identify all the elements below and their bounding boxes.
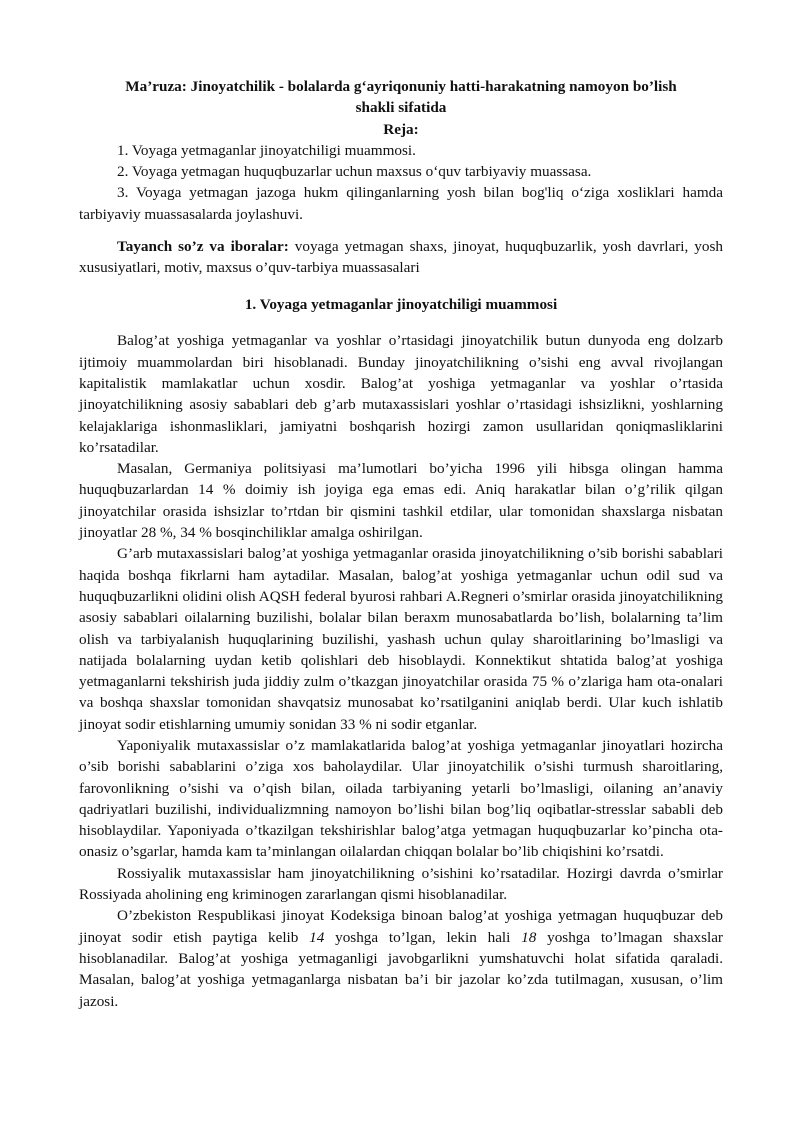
plan-item: 1. Voyaga yetmaganlar jinoyatchiligi muammosi. (117, 141, 416, 159)
plan-heading: Reja: (383, 120, 419, 138)
body-paragraph: Rossiyalik mutaxassislar ham jinoyatchilikning o’sishini ko’rsatadilar. Hozirgi davrda o’smirlar Rossiyada aholining eng kriminogen zararlangan qismi hisoblanadilar. (79, 864, 723, 904)
plan-list (79, 140, 723, 225)
lecture-title-line-2: shakli sifatida (355, 99, 447, 117)
body-paragraph: Balog’at yoshiga yetmaganlar va yoshlar o’rtasidagi jinoyatchilik butun dunyoda eng dolzarb ijtimoiy muammolardan biri hisoblanadi. Bunday jinoyatchilikning o’sishi eng avval rivojlangan kapitalistik mamlakatlar uchun xosdir. Balog’at yoshiga yetmaganlar va yoshlar o’rtasida jinoyatchilikning asosiy sabablari deb g’arb mutaxassislari yoshlar o’rtasidagi ishsizlikni, yoshlarning kelajaklariga ishonmasliklari, jamiyatni boshqarish hozirgi zamon usullaridan qoniqmasliklarini ko’rsatadilar. (79, 332, 723, 456)
lecture-title (79, 76, 723, 119)
body-paragraph: Yaponiyalik mutaxassislar o’z mamlakatlarida balog’at yoshiga yetmaganlar jinoyatlari hozircha o’sib borishi sabablarini o’ziga xos baholaydilar. Ular jinoyatchilik o’sishi turmush sharoitlaring, farovonlikning o’sishi va o’qish bilan, oilada tarbiyaning yetarli bo’lmasligi, oilaning an’anaviy qadriyatlari buzilishi, individualizmning namoyon bo’lishi bilan bog’liq oqibatlar-stresslar sababli deb hisoblaydilar. Yaponiyada o’tkazilgan tekshirishlar balog’atga yetmagan huquqbuzarlar ko’pincha ota-onasiz o’sgarlar, hamda kam ta’minlangan oilalardan chiqqan bolalar bo’lib chiqishini ko’rsatdi. (79, 736, 723, 861)
lecture-title-line-1: Ma’ruza: Jinoyatchilik - bolalarda g‘ayriqonuniy hatti-harakatning namoyon bo’lish (125, 78, 677, 95)
paragraph-text: O’zbekiston Respublikasi jinoyat Kodeksiga binoan balog’at yoshiga yetmagan huquqbuzar deb jinoyat sodir etish paytiga kelib (79, 907, 723, 946)
plan-item: 3. Voyaga yetmagan jazoga hukm qilinganlarning yosh bilan bog'liq o‘ziga xosliklari hamda tarbiyaviy muassasalarda joylashuvi. (79, 184, 723, 223)
body-paragraph: Masalan, Germaniya politsiyasi ma’lumotlari bo’yicha 1996 yili hibsga olingan hamma huquqbuzarlardan 14 % doimiy ish joyiga ega emas edi. Aniq harakatlar bilan o’g’rilik qilgan jinoyatchilar orasida ishsizlar to’rtdan bir qismini tashkil etdilar, ular tomonidan shaxslarga nisbatan jinoyatlar 28 %, 34 % bosqinchiliklar amalga oshirilgan. (79, 460, 723, 542)
body-paragraph (79, 905, 723, 1011)
keywords-label: Tayanch so’z va iboralar: (117, 238, 289, 256)
paragraph-text: yoshga to’lgan, lekin hali (324, 928, 522, 946)
paragraph-text: yoshga to’lmagan shaxslar hisoblanadilar. Balog’at yoshiga yetmaganligi javobgarlikni yumshatuvchi holat sifatida qaraladi. Masalan, balog’at yoshiga yetmaganlarga nisbatan ba’i bir jazolar ko’zda tutilmagan, xususan, o’lim jazosi. (79, 928, 723, 1010)
section-title: 1. Voyaga yetmaganlar jinoyatchiligi muammosi (244, 295, 558, 313)
body-paragraph: G’arb mutaxassislari balog’at yoshiga yetmaganlar orasida jinoyatchilikning o’sib borishi sabablari haqida boshqa fikrlarni ham aytadilar. Masalan, balog’at yoshiga yetmaganlar uchun odil sud va huquqbuzarlikni olidini olish AQSH federal byurosi rahbari A.Regneri o’smirlar orasida jinoyatchilikning asosiy sabablari oilalarning buzilishi, bolalar bilan beraxm munosabatlarda bo’lish, bolalarning ta’lim olish va tarbiyalanish huquqlarining buzilishi, yashash uchun qulay sharoitlarining bo’lmasligi va natijada bolalarning uydan ketib qolishlari deb hisoblaydi. Konnektikut shtatida balog’at yoshiga yetmaganlarni tekshirish juda jiddiy zulm o’tkazgan jinoyatchilar orasida 75 % o’zlariga ham ota-onalari va boshqa shaxslar tomonidan shavqatsiz munosabat ko’rsatilganini aniqlab berdi. Ular kuch ishlatib jinoyat sodir etishlarning umumiy sonidan 33 % ni sodir etganlar. (79, 545, 723, 733)
plan-item: 2. Voyaga yetmagan huquqbuzarlar uchun maxsus o‘quv tarbiyaviy muassasa. (117, 163, 592, 181)
age-value: 18 (521, 928, 537, 946)
age-value: 14 (309, 928, 325, 946)
keywords-text: voyaga yetmagan shaxs, jinoyat, huquqbuzarlik, yosh davrlari, yosh xususiyatlari, motiv, maxsus o’quv-tarbiya muassasalari (79, 238, 723, 277)
keywords-paragraph (79, 236, 723, 279)
